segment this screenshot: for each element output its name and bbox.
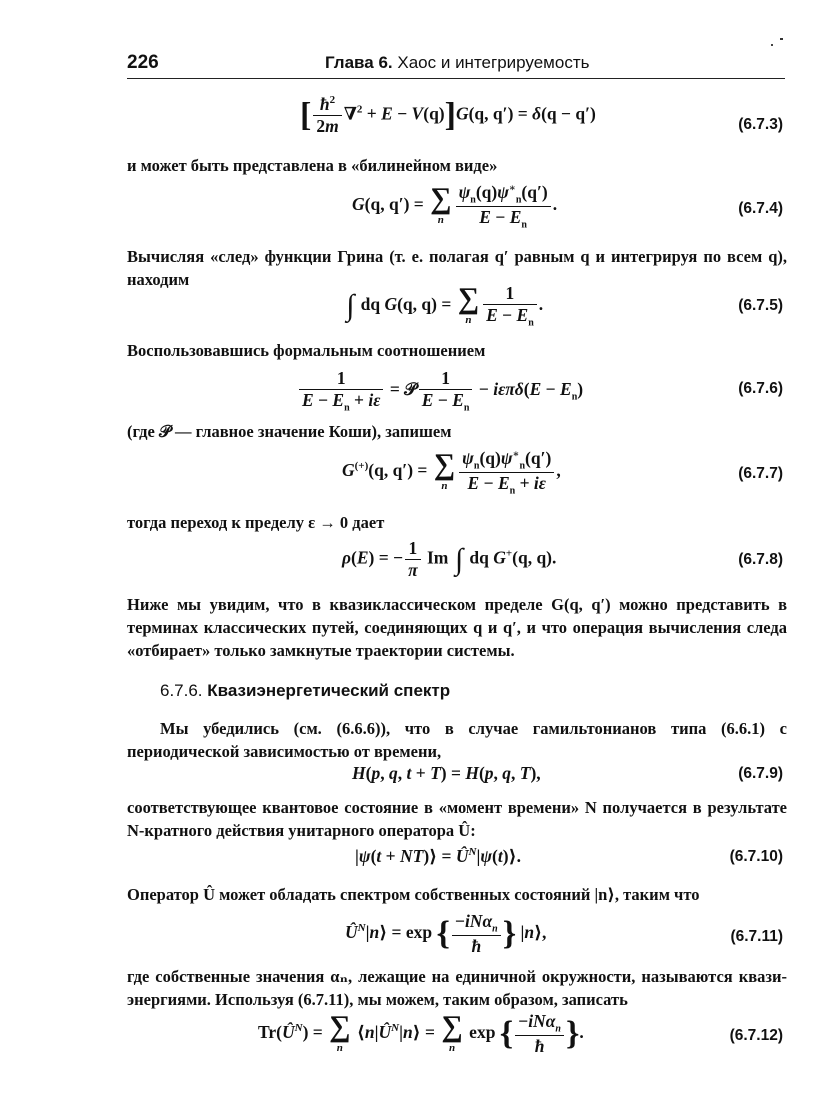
section-heading bbox=[160, 681, 450, 701]
paragraph: где собственные значения αₙ, лежащие на единичной окружности, называются квази-энергиями. Используя (6.7.11), мы можем, таким образом, записать bbox=[127, 967, 787, 1009]
equation-6-7-12: $Tr(Û^N)$ = ∑ n $⟨n|Û^N|n⟩$ = ∑ n exp { $\frac{-iN\alpha_n}{ħ}$ }. bbox=[258, 1009, 584, 1056]
paragraph: Вычисляя «след» функции Грина (т. е. полагая q′ равным q и интегрируя по всем q), находим bbox=[127, 247, 787, 289]
paragraph: Оператор Û может обладать спектром собственных состояний |n⟩, таким что bbox=[127, 885, 700, 904]
equation-6-7-4: G(q, q′) = ∑ n $\frac{\psi_n(q)\psi^∗_n(q')}{E - E_n}$ . bbox=[352, 182, 558, 230]
paragraph: Ниже мы увидим, что в квазиклассическом пределе G(q, q′) можно представить в терминах классических путей, соединяющих q и q′, и что операция вычисления следа «отбирает» только замкнутые траектории системы. bbox=[127, 595, 787, 660]
equation-6-7-8: ρ(E) = − $\frac{1}{\pi}$ Im ∫ dq G+(q, q). bbox=[342, 538, 557, 580]
paragraph: Воспользовавшись формальным соотношением bbox=[127, 341, 486, 360]
equation-6-7-3: [ $\frac{ħ^2}{2m}$ ∇$^2$ + E − V(q)]G(q, q′) = δ(q − q′) bbox=[300, 94, 596, 136]
chapter-title: Хаос и интегрируемость bbox=[397, 53, 590, 72]
equation-6-7-9: H(p, q, t + T) = H(p, q, T), bbox=[352, 763, 541, 783]
paragraph: Мы убедились (см. (6.6.6)), что в случае гамильтонианов типа (6.6.1) с периодической зависимостью от времени, bbox=[127, 719, 787, 761]
equation-6-7-7: G(+)(q, q′) = ∑ n $\frac{\psi_n(q)\psi^∗_n(q')}{E - E_n + i\varepsilon}$ , bbox=[342, 448, 561, 496]
equation-6-7-11: $Û^N|n⟩ = \exp$ { $\frac{-iN\alpha_n}{ħ}$ } |n⟩, bbox=[345, 911, 547, 956]
chapter-heading bbox=[325, 53, 589, 73]
scan-speck bbox=[771, 44, 773, 46]
equation-number: (6.7.7) bbox=[738, 465, 783, 482]
equation-number: (6.7.4) bbox=[738, 200, 783, 217]
equation-6-7-6: $\frac{1}{E - E_n + i\varepsilon}$ = 𝒫 $\frac{1}{E - E_n}$ − $i\varepsilon\pi\delta(E - E_n)$ bbox=[297, 368, 583, 414]
paragraph: соответствующее квантовое состояние в «момент времени» N получается в результате N-кратного действия унитарного оператора Û: bbox=[127, 798, 787, 840]
equation-number: (6.7.6) bbox=[738, 380, 783, 397]
equation-6-7-5: ∫ dq G(q, q) = ∑ n $\frac{1}{E - E_n}$ . bbox=[346, 281, 544, 329]
paragraph: тогда переход к пределу ε → 0 дает bbox=[127, 513, 385, 532]
equation-6-7-10: |ψ(t + NT)⟩ = $Û^N|\psi(t)⟩$. bbox=[355, 846, 521, 866]
equation-number: (6.7.12) bbox=[729, 1027, 783, 1044]
section-number: 6.7.6. bbox=[160, 681, 203, 700]
running-header bbox=[127, 50, 785, 79]
section-title: Квазиэнергетический спектр bbox=[207, 681, 451, 700]
paragraph: (где 𝒫 — главное значение Коши), запишем bbox=[127, 422, 452, 441]
page-number: 226 bbox=[127, 52, 159, 73]
equation-number: (6.7.9) bbox=[738, 765, 783, 782]
equation-number: (6.7.11) bbox=[730, 928, 783, 945]
equation-number: (6.7.10) bbox=[729, 848, 783, 865]
equation-number: (6.7.5) bbox=[738, 297, 783, 314]
scan-speck bbox=[780, 38, 783, 40]
equation-number: (6.7.8) bbox=[738, 551, 783, 568]
chapter-label: Глава 6. bbox=[325, 53, 393, 72]
paragraph: и может быть представлена в «билинейном виде» bbox=[127, 156, 498, 175]
equation-number: (6.7.3) bbox=[738, 116, 783, 133]
